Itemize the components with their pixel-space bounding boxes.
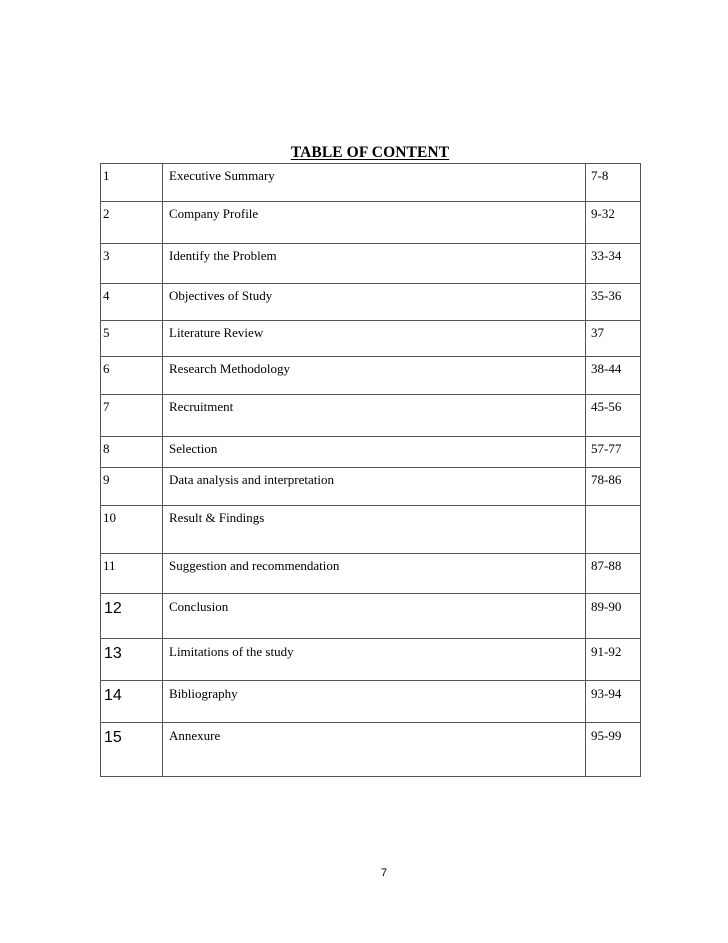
toc-row-title: Result & Findings xyxy=(163,506,586,554)
toc-row-title: Data analysis and interpretation xyxy=(163,468,586,506)
toc-row-number: 4 xyxy=(101,284,163,321)
toc-row-title: Suggestion and recommendation xyxy=(163,554,586,594)
toc-row-pages: 91-92 xyxy=(586,639,641,681)
toc-row-pages: 78-86 xyxy=(586,468,641,506)
toc-table xyxy=(100,163,641,777)
toc-row-number: 15 xyxy=(101,723,163,777)
toc-row-pages: 93-94 xyxy=(586,681,641,723)
toc-row xyxy=(101,395,641,437)
toc-row-pages: 57-77 xyxy=(586,437,641,468)
toc-row xyxy=(101,554,641,594)
toc-row-title: Recruitment xyxy=(163,395,586,437)
toc-row xyxy=(101,321,641,357)
toc-row xyxy=(101,164,641,202)
toc-row-pages: 89-90 xyxy=(586,594,641,639)
toc-row-number: 6 xyxy=(101,357,163,395)
toc-row xyxy=(101,357,641,395)
toc-row-number: 3 xyxy=(101,244,163,284)
toc-row-pages: 35-36 xyxy=(586,284,641,321)
toc-row-number: 5 xyxy=(101,321,163,357)
toc-row-title: Executive Summary xyxy=(163,164,586,202)
toc-row-number: 10 xyxy=(101,506,163,554)
toc-row-pages: 9-32 xyxy=(586,202,641,244)
toc-row xyxy=(101,506,641,554)
toc-row xyxy=(101,284,641,321)
toc-row-title: Annexure xyxy=(163,723,586,777)
toc-row-number: 2 xyxy=(101,202,163,244)
toc-row-number: 7 xyxy=(101,395,163,437)
toc-row-pages: 37 xyxy=(586,321,641,357)
toc-row xyxy=(101,594,641,639)
toc-row-title: Conclusion xyxy=(163,594,586,639)
toc-row-pages: 87-88 xyxy=(586,554,641,594)
toc-row-title: Research Methodology xyxy=(163,357,586,395)
toc-row xyxy=(101,639,641,681)
toc-row-pages: 38-44 xyxy=(586,357,641,395)
page-number: 7 xyxy=(380,867,388,879)
toc-heading: TABLE OF CONTENT xyxy=(290,144,450,161)
toc-row-number: 11 xyxy=(101,554,163,594)
toc-row xyxy=(101,681,641,723)
toc-row-title: Identify the Problem xyxy=(163,244,586,284)
toc-row-pages: 45-56 xyxy=(586,395,641,437)
toc-row xyxy=(101,437,641,468)
toc-row-title: Objectives of Study xyxy=(163,284,586,321)
toc-row-title: Literature Review xyxy=(163,321,586,357)
toc-row-title: Selection xyxy=(163,437,586,468)
toc-row-title: Company Profile xyxy=(163,202,586,244)
toc-row-number: 8 xyxy=(101,437,163,468)
toc-row-number: 9 xyxy=(101,468,163,506)
toc-row xyxy=(101,244,641,284)
toc-row xyxy=(101,723,641,777)
toc-row-number: 14 xyxy=(101,681,163,723)
toc-row-pages: 33-34 xyxy=(586,244,641,284)
toc-row-pages xyxy=(586,506,641,554)
toc-row-number: 13 xyxy=(101,639,163,681)
toc-row-title: Limitations of the study xyxy=(163,639,586,681)
toc-row-number: 1 xyxy=(101,164,163,202)
toc-row xyxy=(101,202,641,244)
toc-row-pages: 95-99 xyxy=(586,723,641,777)
toc-row-title: Bibliography xyxy=(163,681,586,723)
toc-row xyxy=(101,468,641,506)
toc-row-number: 12 xyxy=(101,594,163,639)
toc-row-pages: 7-8 xyxy=(586,164,641,202)
